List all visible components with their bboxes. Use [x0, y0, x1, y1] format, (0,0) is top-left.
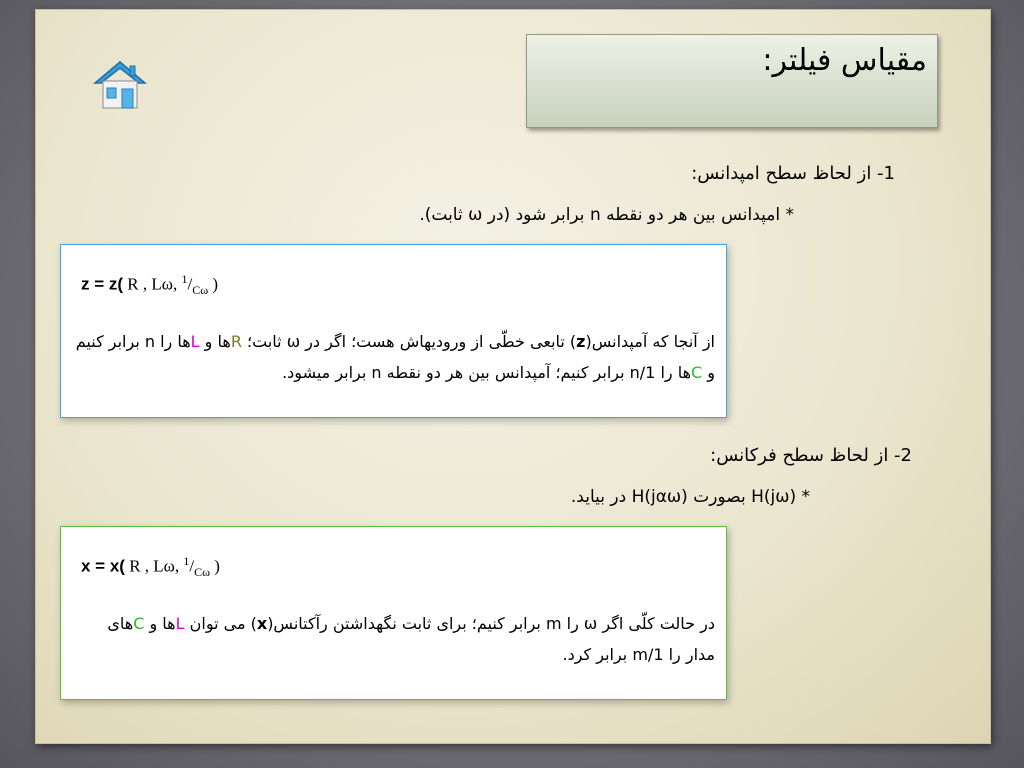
formula-numerator: 1 [183, 554, 190, 568]
para-text: در حالت کلّی اگر ω را m برابر کنیم؛ برای ثابت نگهداشتن رآکتانس( [267, 614, 715, 633]
para-R: R [230, 332, 242, 351]
impedance-paragraph [75, 326, 715, 388]
para-text: ) تابعی خطّی از ورودیهاش هست؛ اگر در ω ثابت؛ [241, 332, 577, 351]
reactance-formula [81, 554, 220, 580]
formula-denominator: Cω [192, 283, 209, 298]
formula-args: R , Lω, [123, 274, 182, 294]
page-title: مقیاس فیلتر: [762, 43, 927, 78]
section1-bullet: * امپدانس بین هر دو نقطه n برابر شود (در ω ثابت). [419, 205, 794, 225]
para-text: از آنجا که آمپدانس( [585, 332, 715, 351]
formula-close: ) [208, 274, 219, 294]
impedance-formula [81, 272, 218, 298]
para-L: L [190, 332, 200, 351]
formula-args: R , Lω, [124, 556, 184, 576]
formula-lhs: z = z( [81, 274, 124, 294]
impedance-box [60, 244, 727, 418]
para-text: ها و [199, 332, 231, 351]
para-C: C [133, 614, 145, 633]
para-text: ها و [144, 614, 176, 633]
para-var-z: z [576, 332, 586, 351]
para-text: های مدار را 1/m برابر کرد. [107, 614, 715, 664]
section2-bullet: * H(jω) بصورت H(jαω) در بیاید. [570, 487, 810, 507]
reactance-box [60, 526, 727, 700]
para-text: ) می توان [184, 614, 257, 633]
home-icon[interactable] [91, 59, 149, 111]
section2-heading: 2- از لحاظ سطح فرکانس: [710, 445, 912, 466]
formula-close: ) [210, 556, 220, 576]
para-L: L [175, 614, 185, 633]
slide [35, 9, 991, 744]
para-var-x: x [256, 614, 268, 633]
para-text: ها را n برابر کنیم و [75, 332, 715, 382]
formula-numerator: 1 [181, 272, 188, 286]
formula-slash: / [189, 556, 195, 576]
reactance-paragraph [75, 608, 715, 670]
para-text: ها را 1/n برابر کنیم؛ آمپدانس بین هر دو نقطه n برابر میشود. [282, 363, 692, 382]
formula-slash: / [187, 274, 193, 294]
section1-heading: 1- از لحاظ سطح امپدانس: [691, 163, 895, 184]
title-box [526, 34, 938, 128]
formula-lhs: x = x( [81, 556, 125, 576]
para-C: C [691, 363, 703, 382]
formula-denominator: Cω [194, 565, 211, 580]
